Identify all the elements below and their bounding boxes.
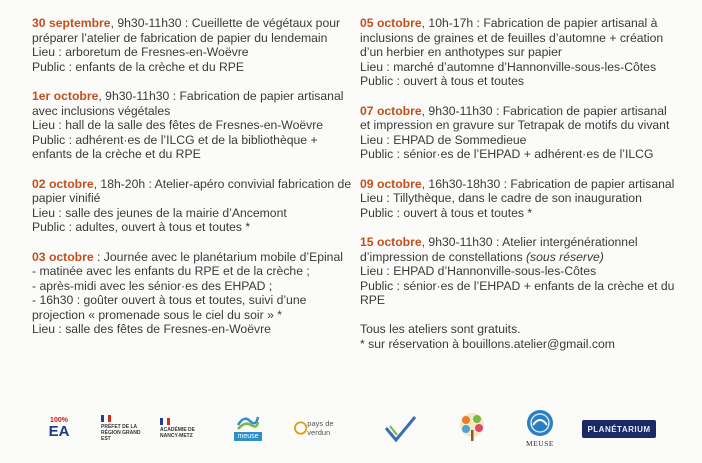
event-05-octobre: [360, 16, 680, 89]
left-column: [32, 16, 352, 352]
meuse-wave-icon: [236, 411, 260, 431]
checkmark-partner-logo: [380, 411, 420, 447]
partner-logos: [0, 405, 702, 455]
planetarium-logo: [582, 420, 656, 438]
event-public: Public : sénior·es de l’EHPAD + adhérent·es de l’ILCG: [360, 147, 654, 162]
verdun-logo-text: pays de verdun: [307, 419, 334, 437]
planetarium-logo-text: PLANÉTARIUM: [587, 424, 651, 434]
prefet-logo-text: PRÉFET DE LA RÉGION GRAND EST: [101, 423, 141, 442]
event-date: 03 octobre: [32, 249, 94, 264]
event-date: 02 octobre: [32, 176, 94, 191]
event-title: Fabrication de papier artisanal: [510, 176, 675, 191]
event-line: - après-midi avec les sénior·es des EHPAD ;: [32, 278, 273, 293]
event-lieu: Lieu : hall de la salle des fêtes de Fresnes-en-Woëvre: [32, 118, 324, 133]
event-03-octobre: [32, 250, 352, 338]
french-flag-icon: [101, 415, 111, 422]
ea-logo: [44, 411, 74, 445]
event-title: Cueillette de végétaux pour préparer l’atelier de fabrication de papier du lendemain: [32, 16, 341, 45]
event-public: Public : adultes, ouvert à tous et toutes *: [32, 220, 251, 235]
event-public: Public : ouvert à tous et toutes: [360, 74, 524, 89]
event-public: Public : enfants de la crèche et du RPE: [32, 59, 245, 74]
event-public: Public : ouvert à tous et toutes *: [360, 205, 533, 220]
event-time: , 18h-20h :: [93, 176, 155, 191]
event-line: - matinée avec les enfants du RPE et de la crèche ;: [32, 264, 310, 279]
event-lieu: Lieu : salle des fêtes de Fresnes-en-Woëvre: [32, 322, 271, 337]
event-1er-octobre: [32, 89, 352, 162]
event-line: - 16h30 : goûter ouvert à tous et toutes, suivi d’une projection « promenade sous le ciel du soir » *: [32, 293, 307, 322]
academie-logo: [160, 409, 206, 447]
tree-partner-logo: [454, 407, 490, 447]
event-lieu: Lieu : EHPAD d’Hannonville-sous-les-Côtes: [360, 264, 597, 279]
cpie-logo-text: MEUSE: [526, 439, 554, 448]
event-07-octobre: [360, 104, 680, 162]
french-flag-icon: [160, 418, 170, 425]
event-lieu: Lieu : EHPAD de Sommedieue: [360, 132, 527, 147]
ea-logo-percent: 100%: [50, 417, 68, 424]
event-public: Public : adhérent·es de l’ILCG et de la bibliothèque + enfants de la crèche et du RPE: [32, 132, 318, 162]
event-public: Public : sénior·es de l’EHPAD + enfants de la crèche et du RPE: [360, 278, 675, 308]
meuse-badge: meuse: [234, 432, 261, 441]
prefet-logo: [101, 409, 141, 447]
event-30-septembre: [32, 16, 352, 74]
booking-note: * sur réservation à bouillons.atelier@gmail.com: [360, 337, 615, 352]
event-title: Atelier-apéro convivial fabrication de papier vinifié: [32, 176, 352, 206]
verdun-emblem-icon: [294, 421, 307, 435]
event-time: , 16h30-18h30 :: [421, 176, 511, 191]
footer-note: [360, 322, 680, 351]
event-date: 07 octobre: [360, 103, 422, 118]
event-title: Fabrication de papier artisanal avec inclusions végétales: [32, 88, 344, 118]
checkmark-icon: [382, 414, 418, 444]
event-note: (sous réserve): [525, 249, 604, 264]
free-note: Tous les ateliers sont gratuits.: [360, 322, 521, 337]
academie-logo-text: ACADÉMIE DE NANCY-METZ: [160, 426, 196, 439]
event-date: 15 octobre: [360, 234, 422, 249]
ea-logo-text: EA: [48, 423, 70, 440]
pays-de-verdun-logo: [294, 417, 356, 439]
event-date: 05 octobre: [360, 16, 422, 30]
event-lieu: Lieu : Tillythèque, dans le cadre de son inauguration: [360, 191, 642, 206]
cpie-emblem-icon: [525, 408, 555, 438]
event-title: Fabrication de papier artisanal et impression en gravure sur Tetrapak de motifs du vivant: [360, 103, 670, 133]
event-15-octobre: [360, 235, 680, 308]
event-date: 09 octobre: [360, 176, 422, 191]
event-time: , 9h30-11h30 :: [98, 88, 180, 103]
event-lieu: Lieu : arboretum de Fresnes-en-Woëvre: [32, 45, 249, 60]
event-title: Atelier intergénérationnel d’impression de constellations: [360, 234, 638, 264]
event-02-octobre: [32, 177, 352, 235]
event-lieu: Lieu : marché d’automne d’Hannonville-sous-les-Côtes: [360, 59, 657, 74]
right-column: [360, 16, 680, 352]
event-09-octobre: [360, 177, 680, 221]
event-date: 1er octobre: [32, 88, 99, 103]
event-title: : Journée avec le planétarium mobile d’Epinal: [93, 249, 343, 264]
event-time: , 9h30-11h30 :: [421, 103, 503, 118]
event-lieu: Lieu : salle des jeunes de la mairie d’Ancemont: [32, 205, 287, 220]
event-date: 30 septembre: [32, 16, 111, 30]
colorful-tree-icon: [455, 410, 489, 444]
event-time: , 9h30-11h30 :: [110, 16, 192, 30]
cpie-meuse-logo: [518, 405, 562, 451]
event-time: , 10h-17h :: [421, 16, 484, 30]
event-time: , 9h30-11h30 :: [421, 234, 503, 249]
event-title: Fabrication de papier artisanal à inclusions de graines et de feuilles d’automne + création d’un herbier en anthotypes sur papier: [360, 16, 664, 60]
meuse-department-logo: [232, 407, 264, 445]
